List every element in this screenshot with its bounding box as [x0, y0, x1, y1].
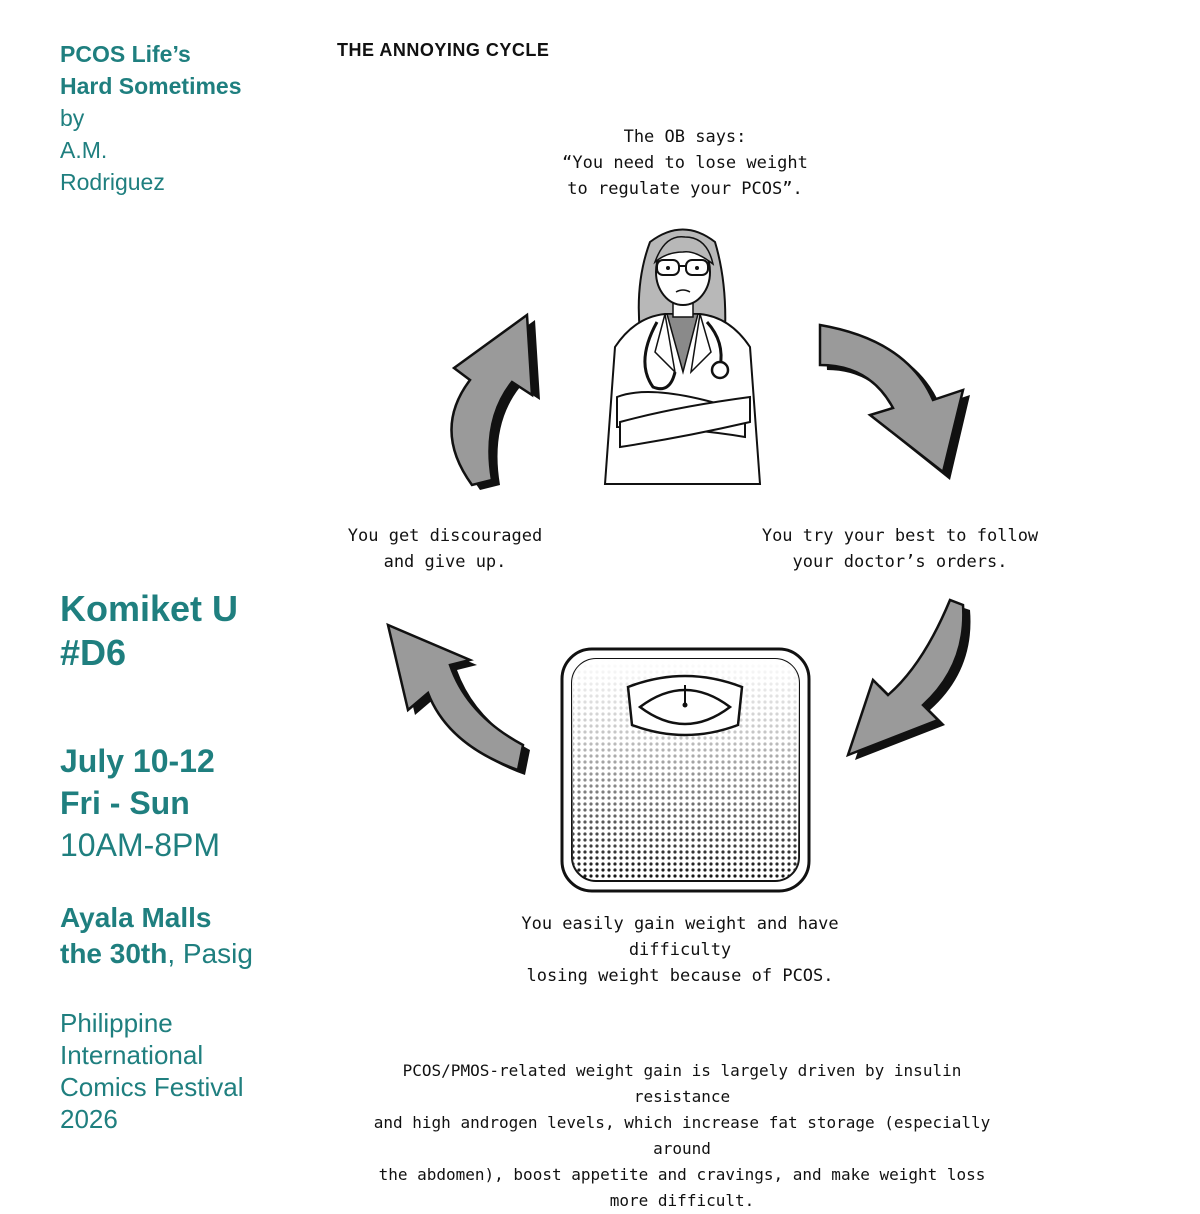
festival-year: 2026 [60, 1104, 118, 1134]
footnote-line-1: PCOS/PMOS-related weight gain is largely driven by insulin resistance [402, 1061, 962, 1106]
author-line-2: Rodriguez [60, 169, 165, 195]
by-label: by [60, 105, 85, 131]
event-days: Fri - Sun [60, 785, 190, 821]
festival-line-3: Comics Festival [60, 1072, 244, 1102]
footnote [362, 1058, 1002, 1214]
step-left-caption [320, 523, 570, 575]
arrow-bottom-left [385, 610, 535, 780]
event-name [60, 587, 360, 675]
step-left-line-1: You get discouraged [347, 526, 543, 546]
step-bottom-caption [470, 911, 890, 989]
event-name-line-1: Komiket U [60, 588, 239, 629]
step-bottom-line-1: You easily gain weight and have difficulty [521, 914, 839, 960]
footnote-line-2: and high androgen levels, which increase fat storage (especially around [373, 1113, 991, 1158]
book-title-line-2: Hard Sometimes [60, 73, 242, 99]
event-booth: #D6 [60, 632, 127, 673]
bathroom-scale-illustration [558, 645, 813, 895]
arrow-top-left [420, 315, 580, 495]
event-schedule [60, 740, 360, 866]
footnote-line-3: the abdomen), boost appetite and cravings, and make weight loss [378, 1165, 986, 1184]
venue-line-1: Ayala Malls [60, 902, 212, 933]
arrow-bottom-right [835, 600, 980, 790]
arrow-top-right [815, 320, 985, 490]
festival-line-1: Philippine [60, 1008, 173, 1038]
step-top-line-2: “You need to lose weight [562, 153, 808, 173]
author-line-1: A.M. [60, 137, 108, 163]
book-title-block [60, 38, 320, 198]
venue-city: , Pasig [167, 938, 253, 969]
step-bottom-line-2: losing weight because of PCOS. [526, 966, 834, 986]
step-right-line-1: You try your best to follow [761, 526, 1039, 546]
venue-line-2: the 30th [60, 938, 168, 969]
event-dates: July 10-12 [60, 743, 215, 779]
step-top-line-1: The OB says: [623, 127, 747, 147]
festival-line-2: International [60, 1040, 204, 1070]
book-title-line-1: PCOS Life’s [60, 41, 191, 67]
step-top-line-3: to regulate your PCOS”. [567, 179, 803, 199]
step-right-caption [755, 523, 1045, 575]
event-hours: 10AM-8PM [60, 827, 221, 863]
diagram-title: THE ANNOYING CYCLE [337, 40, 550, 60]
step-right-line-2: your doctor’s orders. [792, 552, 1008, 572]
doctor-illustration [595, 222, 770, 484]
step-top-caption [540, 124, 830, 202]
footnote-line-4: more difficult. [609, 1191, 755, 1210]
event-venue [60, 900, 360, 972]
festival-name [60, 1007, 360, 1135]
step-left-line-2: and give up. [383, 552, 507, 572]
